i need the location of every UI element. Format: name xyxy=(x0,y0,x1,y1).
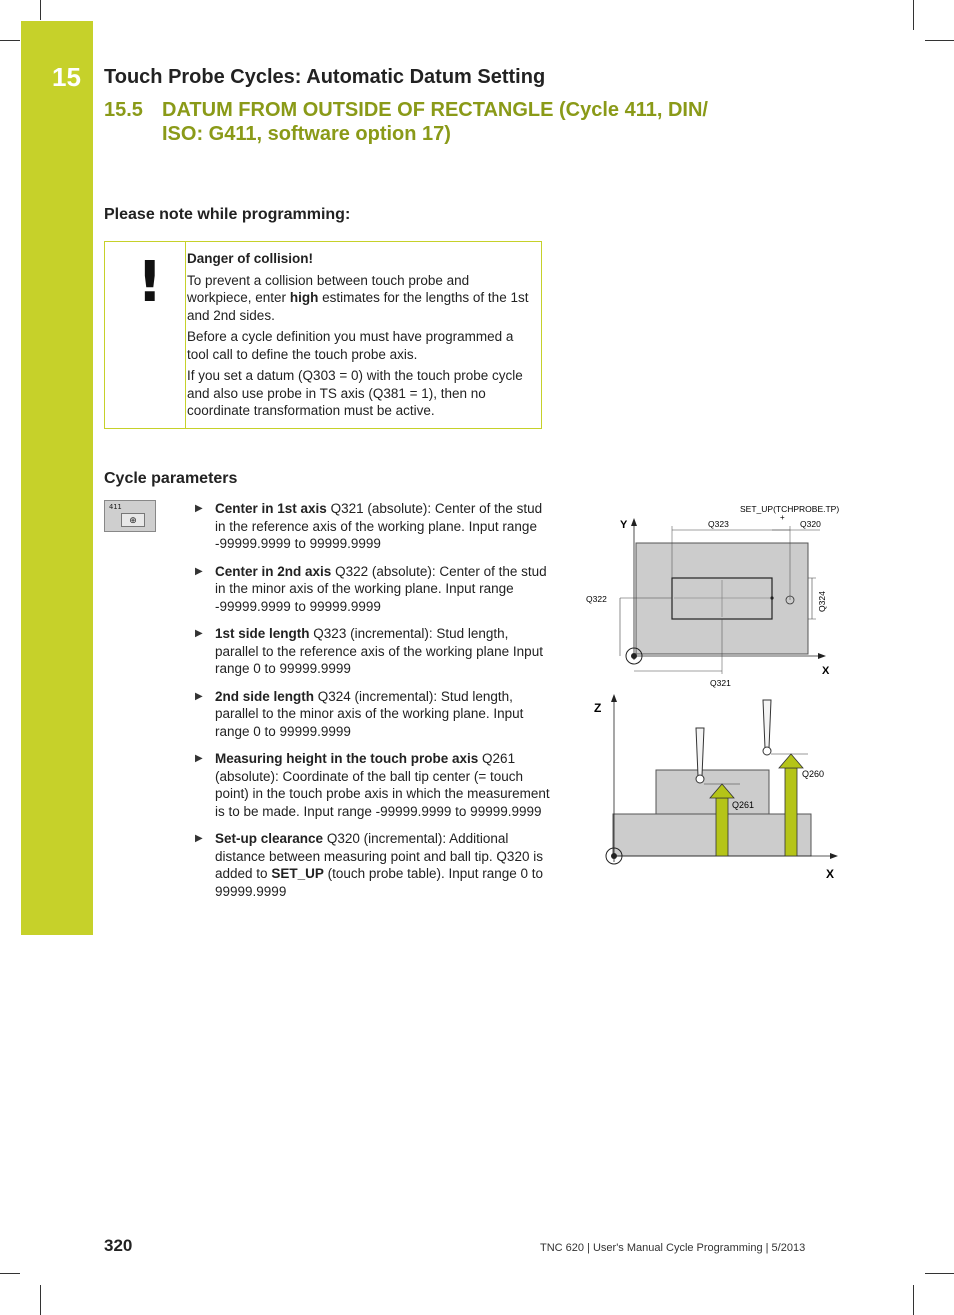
side-view xyxy=(594,694,838,881)
cycle-parameters-heading: Cycle parameters xyxy=(104,470,238,487)
crop-mark xyxy=(40,0,41,20)
danger-label: Danger of collision! xyxy=(187,251,314,266)
note-para-1: To prevent a collision between touch probe and workpiece, enter high estimates for the lengths of the 1st and 2nd sides. xyxy=(187,272,529,323)
crop-mark xyxy=(0,40,20,41)
section-title xyxy=(104,98,708,146)
note-divider xyxy=(185,242,186,428)
chapter-number: 15 xyxy=(52,62,81,92)
crop-mark xyxy=(40,1285,41,1315)
q260-arrow xyxy=(785,768,797,856)
probe-stylus-icon xyxy=(696,728,704,776)
z-axis-label: Z xyxy=(594,701,602,715)
top-view xyxy=(586,504,839,688)
bullet-arrow-icon: ▶ xyxy=(195,833,203,844)
workpiece-base xyxy=(613,814,811,856)
q261-arrow xyxy=(716,798,728,856)
chapter-sidebar xyxy=(21,21,93,935)
q321-label: Q321 xyxy=(710,678,731,688)
svg-text:+: + xyxy=(780,513,785,522)
list-item: ▶ 2nd side length Q324 (incremental): Stud length, parallel to the minor axis of the working plane. Input range 0 to 99999.9999 xyxy=(195,688,524,739)
crop-mark xyxy=(913,1285,914,1315)
chapter-title: Touch Probe Cycles: Automatic Datum Setting xyxy=(104,66,546,88)
cycle-411-softkey xyxy=(104,500,156,532)
setup-label: SET_UP(TCHPROBE.TP) xyxy=(740,504,840,514)
page-number: 320 xyxy=(104,1236,133,1255)
q323-label: Q323 xyxy=(708,519,729,529)
cycle-411-diagram xyxy=(580,496,860,896)
section-title-line2: ISO: G411, software option 17) xyxy=(162,123,451,145)
list-item: ▶ 1st side length Q323 (incremental): Stud length, parallel to the reference axis of the working plane Input range 0 to 99999.9999 xyxy=(195,626,543,676)
note-heading: Please note while programming: xyxy=(104,206,351,223)
note-text xyxy=(187,250,535,424)
note-para-3: If you set a datum (Q303 = 0) with the touch probe cycle and also use probe in TS axis (Q381 = 1), then no coordinate transformation must be active. xyxy=(187,368,523,418)
x-axis-label: X xyxy=(822,665,830,677)
q322-label: Q322 xyxy=(586,594,607,604)
list-item: ▶ Center in 2nd axis Q322 (absolute): Center of the stud in the minor axis of the working plane. Input range -99999.9999 to 99999.9999 xyxy=(195,563,547,614)
bullet-arrow-icon: ▶ xyxy=(195,628,203,639)
q324-label: Q324 xyxy=(817,591,827,612)
probe-target-icon: ⊕ xyxy=(121,513,145,527)
bullet-arrow-icon: ▶ xyxy=(195,565,203,577)
footer-text: TNC 620 | User's Manual Cycle Programming | 5/2013 xyxy=(540,1242,806,1254)
bullet-arrow-icon: ▶ xyxy=(195,503,203,514)
parameter-list xyxy=(193,500,555,910)
list-item: ▶ Center in 1st axis Q321 (absolute): Center of the stud in the reference axis of the working plane. Input range -99999.9999 to 99999.9999 xyxy=(195,501,543,551)
section-title-line1: DATUM FROM OUTSIDE OF RECTANGLE (Cycle 411, DIN/ xyxy=(162,99,708,121)
q260-label: Q260 xyxy=(802,769,825,779)
bullet-arrow-icon: ▶ xyxy=(195,690,203,702)
y-axis-label: Y xyxy=(620,519,628,531)
exclamation-icon: ! xyxy=(137,250,163,315)
bullet-arrow-icon: ▶ xyxy=(195,753,203,764)
x-axis-label-side: X xyxy=(826,867,835,881)
section-number: 15.5 xyxy=(104,99,143,121)
crop-mark xyxy=(0,1273,20,1274)
softkey-label: 411 xyxy=(109,503,122,511)
crop-mark xyxy=(925,40,954,41)
list-item: ▶ Measuring height in the touch probe axis Q261 (absolute): Coordinate of the ball tip center (= touch point) in the touch probe axis in which the measurement is to be made. Input range -99999.9999 to 99999.9999 xyxy=(195,751,550,819)
list-item: ▶ Set-up clearance Q320 (incremental): Additional distance between measuring point and ball tip. Q320 is added to SET_UP (touch probe table). Input range 0 to 99999.9999 xyxy=(195,831,544,899)
probe-stylus-icon xyxy=(763,700,771,748)
q261-label: Q261 xyxy=(732,800,755,810)
note-para-2: Before a cycle definition you must have programmed a tool call to define the touch probe axis. xyxy=(187,329,514,362)
crop-mark xyxy=(913,0,914,30)
q320-label: Q320 xyxy=(800,519,821,529)
danger-note-box xyxy=(104,241,542,429)
crop-mark xyxy=(925,1273,954,1274)
